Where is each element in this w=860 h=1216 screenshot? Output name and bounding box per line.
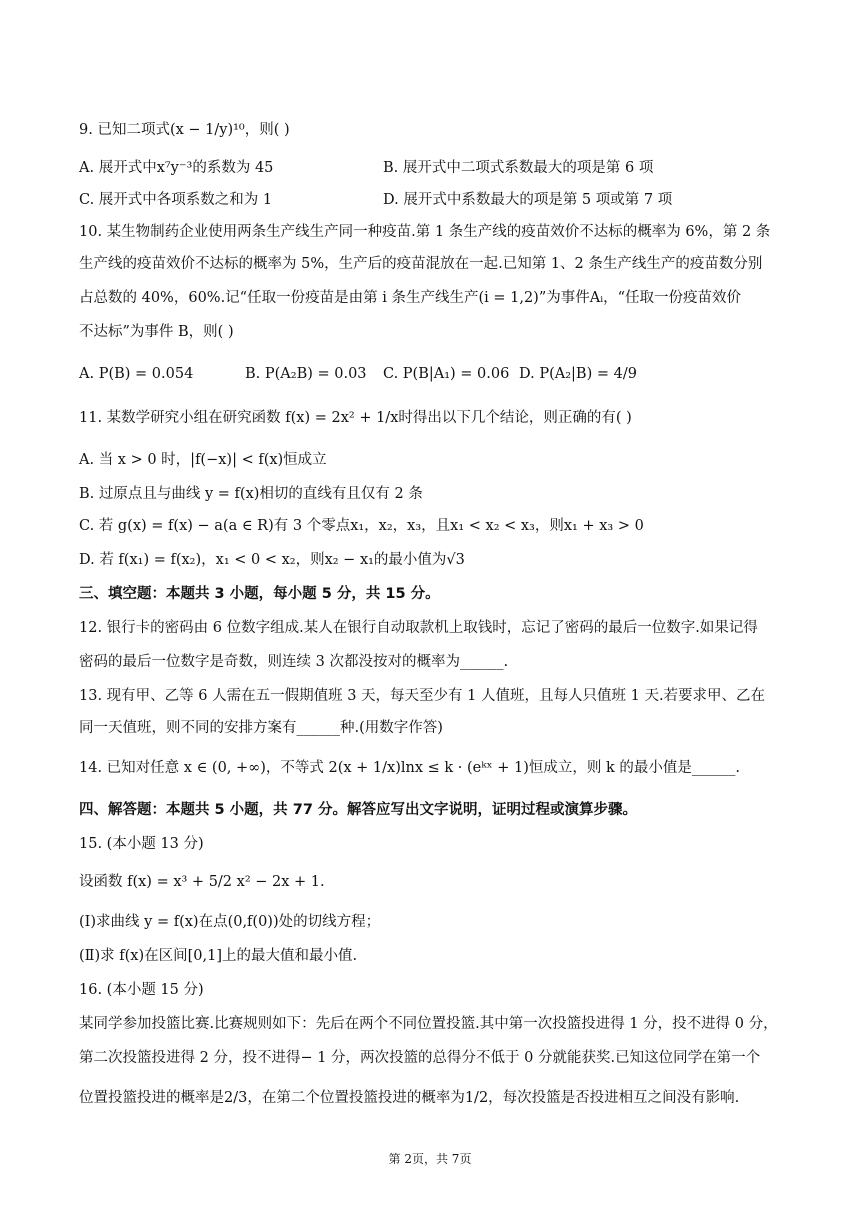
q16-line-1: 某同学参加投篮比赛.比赛规则如下：先后在两个不同位置投篮.其中第一次投篮投进得 1 分，投不进得 0 分， <box>79 1016 778 1032</box>
q12-line-2: 密码的最后一位数字是奇数，则连续 3 次都没按对的概率为______. <box>79 654 509 670</box>
q10-option-a: A. P(B) = 0.054 <box>79 366 194 382</box>
q11-option-b: B. 过原点且与曲线 y = f(x)相切的直线有且仅有 2 条 <box>79 486 423 502</box>
q10-line-1: 10. 某生物制药企业使用两条生产线生产同一种疫苗.第 1 条生产线的疫苗效价不达标的概率为 6%，第 2 条 <box>79 224 771 240</box>
q9-stem: 9. 已知二项式(x − 1/y)¹⁰，则( ) <box>79 122 290 138</box>
q12-line-1: 12. 银行卡的密码由 6 位数字组成.某人在银行自动取款机上取钱时，忘记了密码的最后一位数字.如果记得 <box>79 620 758 636</box>
q10-option-c: C. P(B|A₁) = 0.06 <box>383 366 510 382</box>
q10-option-d: D. P(A₂|B) = 4/9 <box>519 366 637 382</box>
q9-option-b: B. 展开式中二项式系数最大的项是第 6 项 <box>383 160 654 176</box>
q16-heading: 16. (本小题 15 分) <box>79 982 204 998</box>
q15-line-1: 设函数 f(x) = x³ + 5/2 x² − 2x + 1. <box>79 874 325 890</box>
q10-line-4: 不达标”为事件 B，则( ) <box>79 324 234 340</box>
q13-line-1: 13. 现有甲、乙等 6 人需在五一假期值班 3 天，每天至少有 1 人值班，且每人只值班 1 天.若要求甲、乙在 <box>79 688 766 704</box>
q14-stem: 14. 已知对任意 x ∈ (0, +∞)，不等式 2(x + 1/x)lnx ≤ k · (eᵏˣ + 1)恒成立，则 k 的最小值是______. <box>79 760 741 776</box>
q11-option-d: D. 若 f(x₁) = f(x₂)，x₁ < 0 < x₂，则x₂ − x₁的最小值为√3 <box>79 552 465 568</box>
q10-line-3: 占总数的 40%，60%.记“任取一份疫苗是由第 i 条生产线生产(i = 1,2)”为事件Aᵢ，“任取一份疫苗效价 <box>79 290 742 306</box>
q16-line-2: 第二次投篮投进得 2 分，投不进得− 1 分，两次投篮的总得分不低于 0 分就能获奖.已知这位同学在第一个 <box>79 1050 761 1066</box>
q10-line-2: 生产线的疫苗效价不达标的概率为 5%，生产后的疫苗混放在一起.已知第 1、2 条生产线生产的疫苗数分别 <box>79 256 763 272</box>
q16-line-3: 位置投篮投进的概率是2/3，在第二个位置投篮投进的概率为1/2，每次投篮是否投进相互之间没有影响. <box>79 1090 740 1106</box>
q15-line-2: (I)求曲线 y = f(x)在点(0,f(0))处的切线方程； <box>79 914 381 930</box>
section-3-heading: 三、填空题：本题共 3 小题，每小题 5 分，共 15 分。 <box>79 586 440 602</box>
q10-option-b: B. P(A₂B) = 0.03 <box>245 366 367 382</box>
q9-option-c: C. 展开式中各项系数之和为 1 <box>79 192 273 208</box>
q9-option-a: A. 展开式中x⁷y⁻³的系数为 45 <box>79 160 274 176</box>
q15-line-3: (Ⅱ)求 f(x)在区间[0,1]上的最大值和最小值. <box>79 948 358 964</box>
q9-option-d: D. 展开式中系数最大的项是第 5 项或第 7 项 <box>383 192 673 208</box>
q11-stem: 11. 某数学研究小组在研究函数 f(x) = 2x² + 1/x时得出以下几个结论，则正确的有( ) <box>79 410 632 426</box>
section-4-heading: 四、解答题：本题共 5 小题，共 77 分。解答应写出文字说明，证明过程或演算步骤。 <box>79 802 637 818</box>
q13-line-2: 同一天值班，则不同的安排方案有______种.(用数字作答) <box>79 720 443 736</box>
q15-heading: 15. (本小题 13 分) <box>79 836 204 852</box>
page-number-footer: 第 2页，共 7页 <box>388 1152 472 1166</box>
q11-option-a: A. 当 x > 0 时，|f(−x)| < f(x)恒成立 <box>79 452 327 468</box>
q11-option-c: C. 若 g(x) = f(x) − a(a ∈ R)有 3 个零点x₁，x₂，x₃，且x₁ < x₂ < x₃，则x₁ + x₃ > 0 <box>79 518 644 534</box>
